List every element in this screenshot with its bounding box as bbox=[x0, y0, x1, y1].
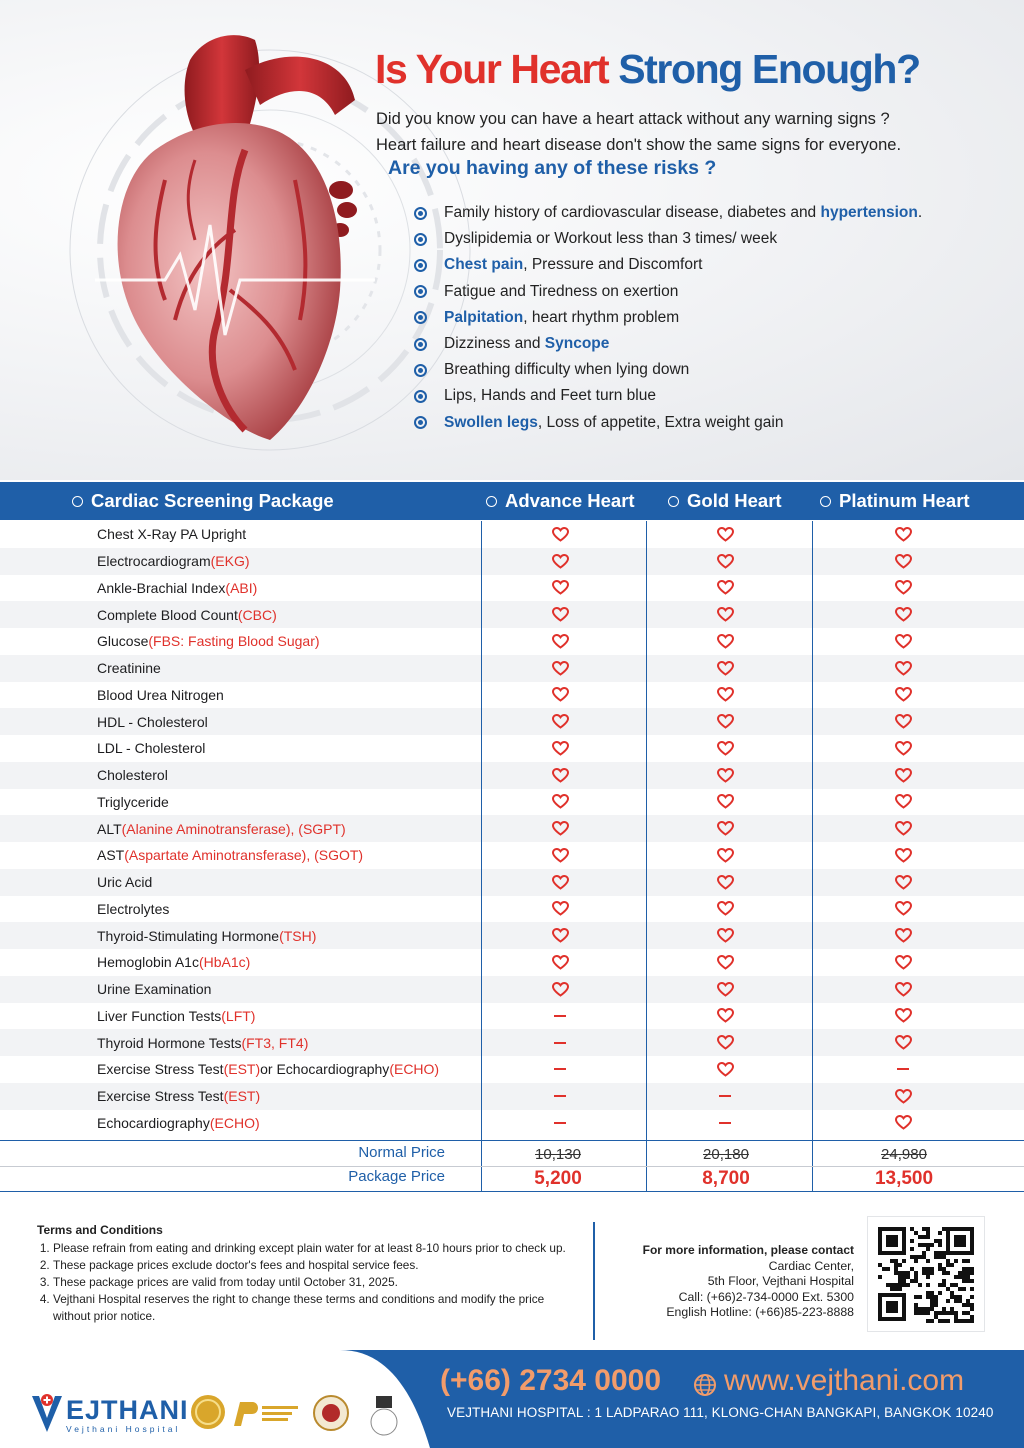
target-bullet-icon bbox=[414, 259, 427, 272]
normal-price-advance: 10,130 bbox=[535, 1146, 581, 1163]
column-divider bbox=[646, 521, 647, 1192]
table-row bbox=[0, 789, 1024, 816]
test-name: Echocardiography (ECHO) bbox=[97, 1114, 260, 1131]
test-name: Triglyceride bbox=[97, 793, 169, 810]
heart-check-icon bbox=[873, 949, 933, 976]
heart-check-icon bbox=[530, 521, 590, 548]
heart-check-icon bbox=[873, 708, 933, 735]
package-price-platinum: 13,500 bbox=[874, 1168, 934, 1189]
globe-icon bbox=[693, 1373, 717, 1397]
table-row bbox=[0, 1003, 1024, 1030]
heart-check-icon bbox=[695, 949, 755, 976]
target-bullet-icon bbox=[414, 207, 427, 220]
heart-check-icon bbox=[695, 1056, 755, 1083]
normal-price-platinum: 24,980 bbox=[881, 1146, 927, 1163]
award-seal-icon bbox=[312, 1394, 350, 1432]
dash-icon bbox=[873, 1056, 933, 1083]
dash-icon bbox=[695, 1110, 755, 1137]
terms-item: 1. Please refrain from eating and drinking except plain water for at least 8-10 hours prior to check up. bbox=[53, 1240, 577, 1257]
dash-icon bbox=[530, 1056, 590, 1083]
heart-check-icon bbox=[873, 628, 933, 655]
heart-check-icon bbox=[695, 922, 755, 949]
heart-check-icon bbox=[695, 628, 755, 655]
test-name: HDL - Cholesterol bbox=[97, 713, 208, 730]
heart-check-icon bbox=[873, 789, 933, 816]
test-name: ALT (Alanine Aminotransferase), (SGPT) bbox=[97, 820, 346, 837]
divider bbox=[0, 1191, 1024, 1192]
test-name: Cholesterol bbox=[97, 767, 168, 784]
test-name: Complete Blood Count (CBC) bbox=[97, 606, 277, 623]
heart-check-icon bbox=[695, 842, 755, 869]
heart-check-icon bbox=[873, 655, 933, 682]
heart-check-icon bbox=[695, 896, 755, 923]
contact-info bbox=[643, 1243, 854, 1321]
heart-check-icon bbox=[530, 815, 590, 842]
risk-text: Palpitation, heart rhythm problem bbox=[444, 308, 680, 326]
heart-check-icon bbox=[695, 1003, 755, 1030]
heart-check-icon bbox=[530, 628, 590, 655]
terms-list bbox=[37, 1240, 577, 1325]
heart-check-icon bbox=[530, 601, 590, 628]
heart-check-icon bbox=[530, 949, 590, 976]
heart-check-icon bbox=[530, 575, 590, 602]
table-row bbox=[0, 976, 1024, 1003]
contact-title: For more information, please contact bbox=[642, 1243, 854, 1257]
table-row bbox=[0, 842, 1024, 869]
heart-check-icon bbox=[873, 869, 933, 896]
circle-icon bbox=[820, 496, 831, 507]
divider bbox=[0, 1166, 1024, 1167]
target-bullet-icon bbox=[414, 285, 427, 298]
terms-section bbox=[37, 1222, 577, 1325]
heart-check-icon bbox=[695, 521, 755, 548]
target-bullet-icon bbox=[414, 311, 427, 324]
heart-check-icon bbox=[530, 976, 590, 1003]
table-row bbox=[0, 1083, 1024, 1110]
heart-check-icon bbox=[530, 682, 590, 709]
table-row bbox=[0, 601, 1024, 628]
risk-text: Swollen legs, Loss of appetite, Extra weight gain bbox=[444, 413, 784, 431]
terms-item: 2. These package prices exclude doctor's fees and hospital service fees. bbox=[53, 1257, 577, 1274]
heart-check-icon bbox=[873, 521, 933, 548]
heart-check-icon bbox=[695, 548, 755, 575]
table-row bbox=[0, 896, 1024, 923]
risk-item bbox=[414, 305, 922, 331]
contact-phone[interactable]: Call: (+66)2-734-0000 Ext. 5300 bbox=[678, 1289, 854, 1304]
col-advance-header bbox=[486, 482, 635, 520]
package-price-label: Package Price bbox=[348, 1168, 445, 1185]
heart-check-icon bbox=[873, 735, 933, 762]
footer-phone[interactable]: (+66) 2734 0000 bbox=[440, 1364, 662, 1397]
package-table bbox=[0, 521, 1024, 1136]
test-name: Electrocardiogram (EKG) bbox=[97, 553, 250, 570]
heart-check-icon bbox=[873, 548, 933, 575]
heart-check-icon bbox=[695, 655, 755, 682]
risk-text: Dizziness and Syncope bbox=[444, 335, 610, 353]
table-header bbox=[0, 482, 1024, 520]
intro-line: Did you know you can have a heart attack without any warning signs ? bbox=[376, 110, 890, 128]
package-price-gold: 8,700 bbox=[702, 1168, 750, 1189]
col-platinum-label: Platinum Heart bbox=[839, 490, 970, 511]
risk-item bbox=[414, 410, 922, 436]
table-row bbox=[0, 682, 1024, 709]
circle-icon bbox=[486, 496, 497, 507]
test-name: Exercise Stress Test (EST) bbox=[97, 1088, 261, 1105]
heart-check-icon bbox=[695, 762, 755, 789]
prime-minister-award-icon bbox=[232, 1400, 302, 1428]
heart-check-icon bbox=[873, 896, 933, 923]
heart-check-icon bbox=[873, 1003, 933, 1030]
heart-check-icon bbox=[695, 869, 755, 896]
page-title bbox=[375, 46, 920, 93]
table-row bbox=[0, 548, 1024, 575]
test-name: Glucose (FBS: Fasting Blood Sugar) bbox=[97, 633, 320, 650]
target-bullet-icon bbox=[414, 416, 427, 429]
col-platinum-header bbox=[820, 482, 970, 520]
table-row bbox=[0, 521, 1024, 548]
terms-item: 4. Vejthani Hospital reserves the right to change these terms and conditions and modify the price without prior notice. bbox=[53, 1291, 577, 1325]
test-name: Thyroid Hormone Tests (FT3, FT4) bbox=[97, 1034, 309, 1051]
dash-icon bbox=[530, 1110, 590, 1137]
contact-hotline[interactable]: English Hotline: (+66)85-223-8888 bbox=[666, 1305, 854, 1319]
heart-check-icon bbox=[530, 896, 590, 923]
table-row bbox=[0, 1056, 1024, 1083]
risk-text: Family history of cardiovascular disease, diabetes and hypertension. bbox=[444, 204, 923, 222]
target-bullet-icon bbox=[414, 390, 427, 403]
heart-check-icon bbox=[873, 922, 933, 949]
circle-icon bbox=[668, 496, 679, 507]
logo-text: EJTHANI bbox=[66, 1395, 189, 1425]
heart-check-icon bbox=[873, 842, 933, 869]
col-gold-header bbox=[668, 482, 782, 520]
risk-list bbox=[414, 200, 922, 436]
vejthani-logo bbox=[30, 1386, 189, 1434]
test-name: Chest X-Ray PA Upright bbox=[97, 526, 247, 543]
test-name: Thyroid-Stimulating Hormone (TSH) bbox=[97, 927, 317, 944]
intro-line: Heart failure and heart disease don't show the same signs for everyone. bbox=[376, 136, 902, 154]
table-row bbox=[0, 575, 1024, 602]
table-row bbox=[0, 762, 1024, 789]
anatomical-heart-illustration bbox=[95, 30, 375, 450]
risk-item bbox=[414, 357, 922, 383]
heart-check-icon bbox=[873, 762, 933, 789]
test-name: Ankle-Brachial Index (ABI) bbox=[97, 579, 258, 596]
terms-title: Terms and Conditions bbox=[37, 1223, 163, 1237]
intro-text bbox=[376, 106, 996, 158]
risk-text: Breathing difficulty when lying down bbox=[444, 361, 690, 379]
col-package-header bbox=[72, 482, 334, 520]
price-section bbox=[0, 1140, 1024, 1192]
heart-check-icon bbox=[530, 789, 590, 816]
table-row bbox=[0, 1029, 1024, 1056]
table-row bbox=[0, 815, 1024, 842]
dash-icon bbox=[530, 1003, 590, 1030]
v-logo-icon bbox=[30, 1392, 64, 1434]
heart-check-icon bbox=[873, 1029, 933, 1056]
test-name: Exercise Stress Test (EST) or Echocardiography (ECHO) bbox=[97, 1061, 440, 1078]
dash-icon bbox=[695, 1083, 755, 1110]
table-row bbox=[0, 655, 1024, 682]
terms-item: 3. These package prices are valid from today until October 31, 2025. bbox=[53, 1274, 577, 1291]
heart-check-icon bbox=[695, 976, 755, 1003]
test-name: AST (Aspartate Aminotransferase), (SGOT) bbox=[97, 847, 364, 864]
target-bullet-icon bbox=[414, 233, 427, 246]
heart-check-icon bbox=[530, 842, 590, 869]
column-divider bbox=[481, 521, 482, 1192]
gold-award-badge-icon bbox=[190, 1394, 226, 1430]
col-gold-label: Gold Heart bbox=[687, 490, 782, 511]
risk-item bbox=[414, 279, 922, 305]
target-bullet-icon bbox=[414, 338, 427, 351]
test-name: Hemoglobin A1c (HbA1c) bbox=[97, 954, 251, 971]
heart-check-icon bbox=[695, 789, 755, 816]
circle-icon bbox=[72, 496, 83, 507]
heart-check-icon bbox=[695, 575, 755, 602]
heart-check-icon bbox=[695, 735, 755, 762]
normal-price-label: Normal Price bbox=[358, 1144, 445, 1161]
heart-check-icon bbox=[695, 708, 755, 735]
test-name: Urine Examination bbox=[97, 981, 212, 998]
risk-item bbox=[414, 200, 922, 226]
heart-check-icon bbox=[695, 682, 755, 709]
table-row bbox=[0, 1110, 1024, 1137]
risk-question: Are you having any of these risks ? bbox=[388, 157, 717, 179]
heart-check-icon bbox=[695, 815, 755, 842]
table-row bbox=[0, 922, 1024, 949]
hero-section bbox=[0, 0, 1024, 480]
col-package-label: Cardiac Screening Package bbox=[91, 490, 334, 511]
table-row bbox=[0, 708, 1024, 735]
risk-text: Chest pain, Pressure and Discomfort bbox=[444, 256, 703, 274]
heart-check-icon bbox=[873, 1083, 933, 1110]
heart-check-icon bbox=[530, 708, 590, 735]
col-advance-label: Advance Heart bbox=[505, 490, 635, 511]
package-price-advance: 5,200 bbox=[534, 1168, 582, 1189]
heart-check-icon bbox=[530, 922, 590, 949]
table-row bbox=[0, 949, 1024, 976]
heart-check-icon bbox=[695, 601, 755, 628]
risk-item bbox=[414, 383, 922, 409]
contact-line: 5th Floor, Vejthani Hospital bbox=[707, 1274, 854, 1288]
dash-icon bbox=[530, 1029, 590, 1056]
divider bbox=[0, 1140, 1024, 1141]
dash-icon bbox=[530, 1083, 590, 1110]
heart-check-icon bbox=[530, 735, 590, 762]
footer-address: VEJTHANI HOSPITAL : 1 LADPARAO 111, KLONG-CHAN BANGKAPI, BANGKOK 10240 bbox=[447, 1405, 994, 1420]
title-part2: Strong Enough? bbox=[618, 46, 920, 92]
footer-website[interactable]: www.vejthani.com bbox=[724, 1364, 965, 1397]
heart-check-icon bbox=[530, 762, 590, 789]
heart-check-icon bbox=[695, 1029, 755, 1056]
risk-item bbox=[414, 252, 922, 278]
table-row bbox=[0, 735, 1024, 762]
test-name: Blood Urea Nitrogen bbox=[97, 686, 224, 703]
divider bbox=[593, 1222, 595, 1340]
table-row bbox=[0, 869, 1024, 896]
normal-price-gold: 20,180 bbox=[703, 1146, 749, 1163]
qr-code[interactable] bbox=[867, 1216, 985, 1332]
risk-text: Dyslipidemia or Workout less than 3 times/ week bbox=[444, 230, 778, 248]
heart-check-icon bbox=[530, 548, 590, 575]
test-name: Uric Acid bbox=[97, 874, 153, 891]
title-part1: Is Your Heart bbox=[375, 46, 609, 92]
test-name: Electrolytes bbox=[97, 900, 170, 917]
risk-item bbox=[414, 331, 922, 357]
target-bullet-icon bbox=[414, 364, 427, 377]
test-name: Liver Function Tests (LFT) bbox=[97, 1007, 256, 1024]
contact-line: Cardiac Center, bbox=[768, 1258, 854, 1273]
test-name: LDL - Cholesterol bbox=[97, 740, 206, 757]
heart-check-icon bbox=[873, 1110, 933, 1137]
heart-check-icon bbox=[873, 976, 933, 1003]
column-divider bbox=[812, 521, 813, 1192]
heart-check-icon bbox=[873, 682, 933, 709]
risk-text: Lips, Hands and Feet turn blue bbox=[444, 387, 656, 405]
heart-check-icon bbox=[530, 655, 590, 682]
heart-check-icon bbox=[873, 575, 933, 602]
heart-check-icon bbox=[530, 869, 590, 896]
risk-text: Fatigue and Tiredness on exertion bbox=[444, 282, 679, 300]
heart-check-icon bbox=[873, 601, 933, 628]
risk-item bbox=[414, 226, 922, 252]
test-name: Creatinine bbox=[97, 660, 161, 677]
heart-check-icon bbox=[873, 815, 933, 842]
logo-subtext: Vejthani Hospital bbox=[66, 1424, 181, 1434]
table-row bbox=[0, 628, 1024, 655]
accreditation-badge-icon bbox=[358, 1394, 410, 1438]
